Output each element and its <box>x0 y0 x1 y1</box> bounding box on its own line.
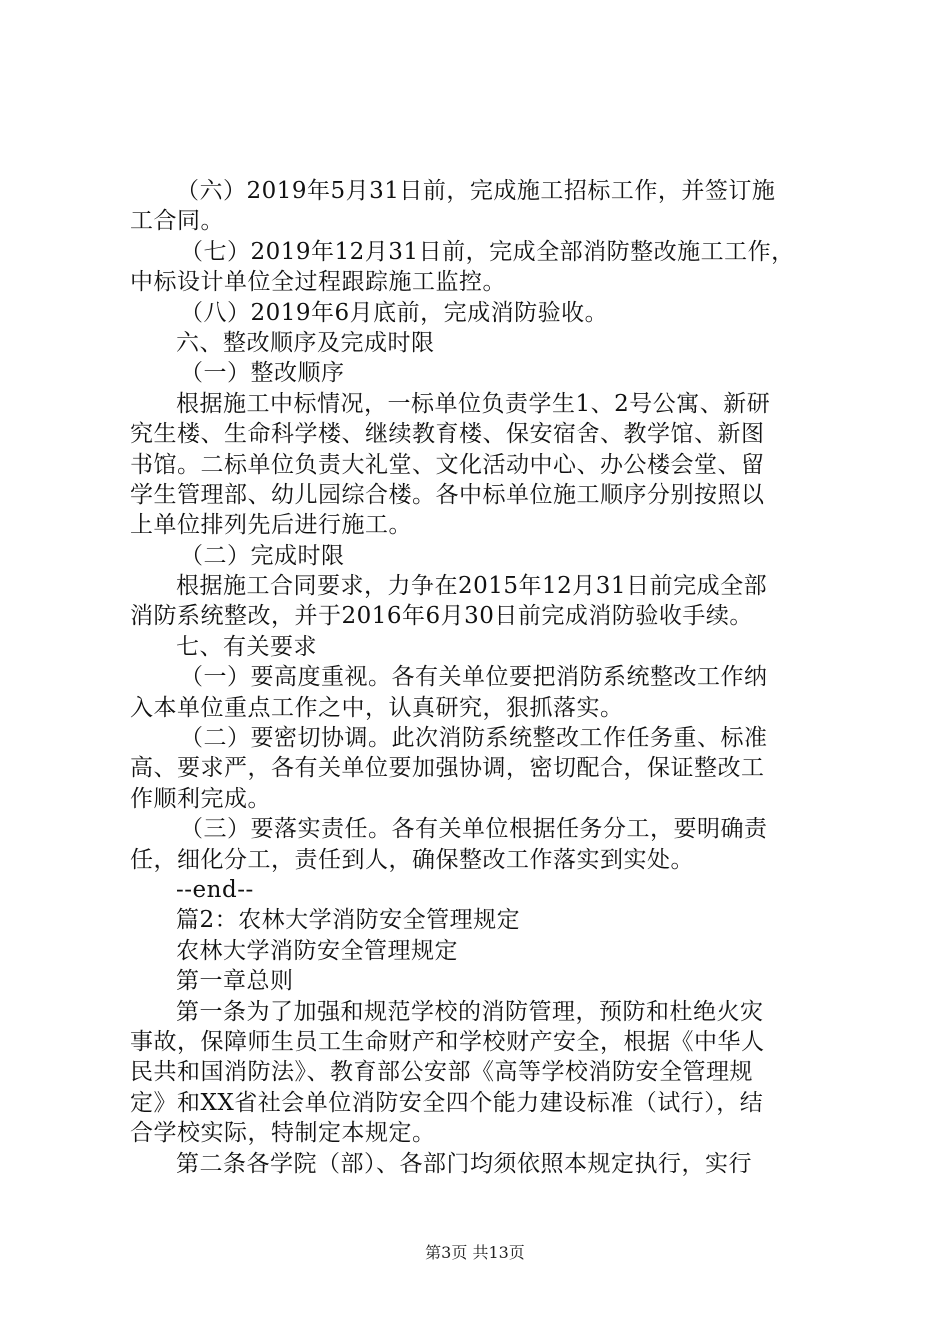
page-footer: 第3页 共13页 <box>425 1243 525 1262</box>
text-line: 工合同。 <box>130 208 224 235</box>
text-line: 民共和国消防法》、教育部公安部《高等学校消防安全管理规 <box>130 1059 753 1086</box>
document-body <box>130 176 830 1179</box>
text-line: 事故，保障师生员工生命财产和学校财产安全，根据《中华人 <box>130 1028 765 1055</box>
text-line: 作顺利完成。 <box>130 785 271 812</box>
text-line: （一）要高度重视。各有关单位要把消防系统整改工作纳 <box>180 664 768 691</box>
text-line: 六、整改顺序及完成时限 <box>176 329 435 356</box>
text-line: 任，细化分工，责任到人，确保整改工作落实到实处。 <box>130 846 694 873</box>
text-line: 农林大学消防安全管理规定 <box>176 937 458 964</box>
text-line: 根据施工合同要求，力争在2015年12月31日前完成全部 <box>176 573 768 600</box>
text-line: 高、要求严，各有关单位要加强协调，密切配合，保证整改工 <box>130 755 765 782</box>
text-line: （二）要密切协调。此次消防系统整改工作任务重、标准 <box>180 725 768 752</box>
text-line: （七）2019年12月31日前，完成全部消防整改施工工作， <box>180 238 795 265</box>
text-line: 究生楼、生命科学楼、继续教育楼、保安宿舍、教学馆、新图 <box>130 421 765 448</box>
text-line: （一）整改顺序 <box>180 360 345 387</box>
text-line: （六）2019年5月31日前，完成施工招标工作，并签订施 <box>176 178 776 204</box>
text-line: 入本单位重点工作之中，认真研究，狠抓落实。 <box>130 694 624 721</box>
text-line: 消防系统整改，并于2016年6月30日前完成消防验收手续。 <box>130 603 753 630</box>
text-line: 七、有关要求 <box>176 633 317 660</box>
text-line: （三）要落实责任。各有关单位根据任务分工，要明确责 <box>180 816 768 843</box>
text-line: （八）2019年6月底前，完成消防验收。 <box>180 299 609 326</box>
text-line: 上单位排列先后进行施工。 <box>130 512 412 539</box>
text-line: 第一条为了加强和规范学校的消防管理，预防和杜绝火灾 <box>176 998 764 1025</box>
text-line: 中标设计单位全过程跟踪施工监控。 <box>130 269 506 296</box>
text-line: 篇2：农林大学消防安全管理规定 <box>176 907 521 934</box>
text-line: 第二条各学院（部）、各部门均须依照本规定执行，实行 <box>176 1150 752 1177</box>
text-line: （二）完成时限 <box>180 542 345 569</box>
text-line: 定》和XX省社会单位消防安全四个能力建设标准（试行），结 <box>130 1089 764 1116</box>
text-line: 学生管理部、幼儿园综合楼。各中标单位施工顺序分别按照以 <box>130 481 765 508</box>
text-line: --end-- <box>176 876 254 903</box>
text-line: 书馆。二标单位负责大礼堂、文化活动中心、办公楼会堂、留 <box>130 451 765 478</box>
text-line: 根据施工中标情况，一标单位负责学生1、2号公寓、新研 <box>176 390 771 417</box>
text-line: 合学校实际，特制定本规定。 <box>130 1120 436 1147</box>
text-line: 第一章总则 <box>176 968 294 995</box>
